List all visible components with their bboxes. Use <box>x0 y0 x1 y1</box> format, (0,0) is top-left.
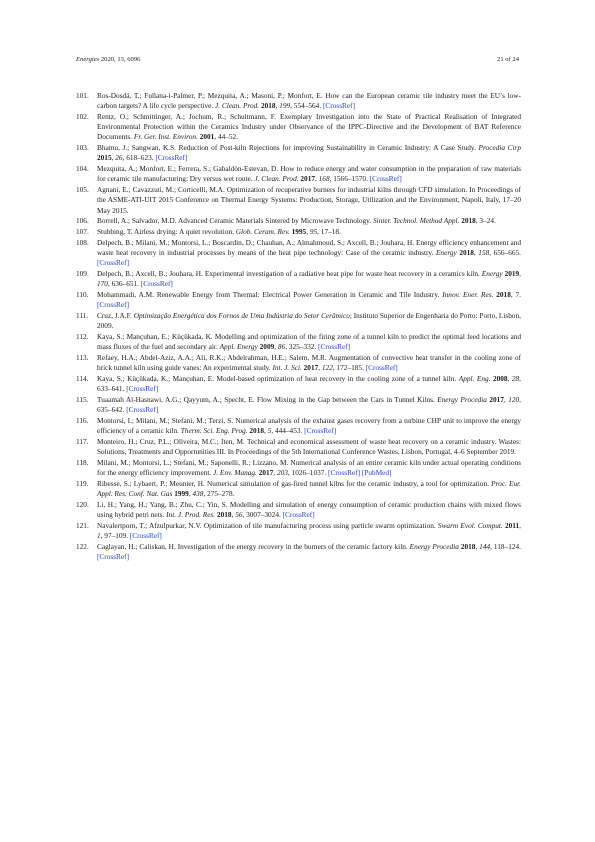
reference-text: , <box>475 542 480 552</box>
reference-number: 121. <box>76 521 89 531</box>
reference-item <box>76 311 521 331</box>
reference-text: , 325–332. <box>285 342 319 352</box>
reference-number: 112. <box>76 332 89 342</box>
reference-number: 119. <box>76 479 89 489</box>
reference-item <box>76 91 521 111</box>
reference-text: , <box>473 248 479 258</box>
running-head <box>76 56 140 63</box>
reference-italic: 168 <box>318 174 330 184</box>
reference-item <box>76 290 521 310</box>
crossref-link[interactable]: [CrossRef] <box>318 342 351 352</box>
reference-year: 2017 <box>303 363 319 373</box>
reference-italic: Fr. Ger. Inst. Environ. <box>133 132 198 142</box>
crossref-link[interactable]: [CrossRef] <box>97 258 130 268</box>
reference-number: 120. <box>76 500 89 510</box>
reference-italic: Int. J. Sci. <box>272 363 302 373</box>
reference-text: , 636–651. <box>107 279 141 289</box>
reference-item <box>76 164 521 184</box>
reference-number: 106. <box>76 216 89 226</box>
reference-text: , 633–641. <box>97 374 521 394</box>
reference-text: , 97–109. <box>100 531 130 541</box>
reference-italic: 158 <box>478 248 490 258</box>
reference-text: , 7. <box>510 290 521 300</box>
reference-item <box>76 542 521 562</box>
journal-name: Energies <box>76 56 100 63</box>
reference-text: , 1566–1570. <box>329 174 370 184</box>
reference-italic: Energy <box>435 248 457 258</box>
crossref-link[interactable]: [CrossRef] <box>365 363 398 373</box>
reference-number: 107. <box>76 227 89 237</box>
reference-year: 1999 <box>174 489 189 499</box>
reference-text: Cruz, J.A.F. <box>97 311 134 321</box>
crossref-link[interactable]: [CrossRef] <box>328 468 361 478</box>
reference-italic: Proc. Eur. Appl. Res. Conf. Nat. Gas <box>97 479 521 499</box>
reference-italic: 203 <box>276 468 288 478</box>
reference-text: , <box>231 510 236 520</box>
reference-year: 2019 <box>504 269 520 279</box>
reference-item <box>76 374 521 394</box>
reference-italic: Glob. Ceram. Rev. <box>235 227 290 237</box>
reference-italic: Appl. Energy <box>219 342 258 352</box>
reference-text: Delpech, B.; Milani, M.; Montorsi, L.; Boscardin, D.; Chauhan, A.; Almahmoud, S.; Axcell, B.; Jouhara, H. Energy efficiency enhancement and waste heat recovery in industrial processes by means of the heat pipe technology: Case of the ceramic industry. <box>97 238 521 258</box>
reference-text: Delpech, B.; Axcell, B.; Jouhara, H. Experimental investigation of a radiative heat pipe for waste heat recovery in a ceramics kiln. <box>97 269 482 279</box>
reference-number: 111. <box>76 311 89 321</box>
reference-item <box>76 353 521 373</box>
reference-text: Mohammadi, A.M. Renewable Energy from Thermal: Electrical Power Generation in Ceramic and Tile Industry. <box>97 290 443 300</box>
reference-number: 113. <box>76 353 89 363</box>
reference-number: 122. <box>76 542 89 552</box>
reference-italic: Energy <box>481 269 503 279</box>
crossref-link[interactable]: [CrossRef] <box>97 552 130 562</box>
reference-text: Milani, M.; Montorsi, L.; Stefani, M.; Saponelli, R.; Lizzano, M. Numerical analysis of an entire ceramic kiln under actual operating conditions for the energy efficiency improvement. <box>97 458 521 478</box>
reference-text: Kaya, S.; Küçükada, K.; Mançuhan, E. Model-based optimization of heat recovery in the cooling zone of a tunnel kiln. <box>97 374 459 384</box>
reference-italic: Innov. Ener. Res. <box>442 290 494 300</box>
reference-text: , 44–52. <box>214 132 239 142</box>
reference-item <box>76 332 521 352</box>
reference-year: 2017 <box>258 468 274 478</box>
reference-text: Ribesse, S.; Lybaert, P.; Meunier, H. Numerical simulation of gas-fired tunnel kilns for the ceramic industry, a tool for optimization. <box>97 479 492 489</box>
crossref-link[interactable]: [CrossRef] <box>155 153 188 163</box>
crossref-link[interactable]: [CrossRef] <box>126 384 159 394</box>
reference-italic: 5 <box>267 426 272 436</box>
reference-year: 2018 <box>249 426 264 436</box>
reference-item <box>76 395 521 415</box>
reference-item <box>76 143 521 163</box>
reference-italic: Sinter. Technol. Method Appl. <box>373 216 460 226</box>
reference-year: 2017 <box>489 395 504 405</box>
reference-text: , 118–124. <box>490 542 521 552</box>
reference-text: , <box>274 342 278 352</box>
reference-text: Bhamu, J.; Sangwan, K.S. Reduction of Post-kiln Rejections for improving Sustainability in Ceramic Industry: A Case Study. <box>97 143 479 153</box>
crossref-link[interactable]: [CrossRef] <box>369 174 402 184</box>
reference-year: 2008 <box>492 374 508 384</box>
reference-year: 2018 <box>460 542 476 552</box>
reference-text: , <box>519 521 521 531</box>
journal-citation: 2020, 13, 6096 <box>100 56 141 63</box>
reference-text: , <box>264 426 268 436</box>
reference-text: , 172–185. <box>332 363 366 373</box>
reference-text: , 3–24. <box>475 216 496 226</box>
reference-italic: 144 <box>479 542 491 552</box>
reference-year: 2001 <box>199 132 215 142</box>
reference-text: , <box>314 174 319 184</box>
reference-year: 2009 <box>259 342 275 352</box>
reference-number: 108. <box>76 238 89 247</box>
reference-number: 102. <box>76 112 89 121</box>
reference-item <box>76 416 521 436</box>
crossref-link[interactable]: [CrossRef] <box>129 531 162 541</box>
reference-italic: 122 <box>321 363 333 373</box>
crossref-link[interactable]: [CrossRef] <box>97 300 130 310</box>
reference-text: Kaya, S.; Mançuhan, E.; Küçükada, K. Modelling and optimization of the firing zone of a tunnel kiln to predict the optimal feed locations and mass fluxes of the fuel and secondary air. <box>97 332 521 352</box>
reference-text: , <box>519 269 521 279</box>
reference-text: , 17–18. <box>317 227 341 237</box>
pubmed-link[interactable]: [PubMed] <box>361 468 392 478</box>
reference-year: 1995 <box>291 227 307 237</box>
reference-text: Monteiro, H.; Cruz, P.L.; Oliveira, M.C.; Iten, M. Technical and economical assessment of waste heat recovery on a ceramic industry. Wastes: Solutions, Treatments and Opportunities III. In Proceedings of the 5th International Conference Wastes, Lisbon, Portugal, 4–6 September 2019. <box>97 437 521 457</box>
reference-text: Mezquita, A.; Monfort, E.; Ferrera, S.; Gabaldón-Estevan, D. How to reduce energy and water consumption in the preparation of raw materials for ceramic tile manufacturing: Dry versus wet route. <box>97 164 521 184</box>
reference-number: 105. <box>76 185 89 195</box>
reference-italic: Optimização Energética dos Fornos de Uma Indústria do Setor Cerâmico <box>133 311 350 321</box>
reference-item <box>76 500 521 520</box>
reference-text: , 554–564. <box>290 101 323 111</box>
reference-item <box>76 112 521 143</box>
reference-text: , <box>188 489 193 499</box>
reference-number: 110. <box>76 290 89 300</box>
reference-italic: Energy Procedia <box>409 542 459 552</box>
reference-year: 2018 <box>461 216 476 226</box>
reference-year: 2018 <box>260 101 276 111</box>
reference-text: , <box>503 395 509 405</box>
reference-number: 115. <box>76 395 89 405</box>
reference-item <box>76 216 521 226</box>
reference-number: 117. <box>76 437 89 447</box>
reference-text: Caglayan, H.; Caliskan, H. Investigation of the energy recovery in the burners of the ceramic factory kiln. <box>97 542 410 552</box>
reference-text: Ros-Dosdá, T.; Fullana-i-Palmer, P.; Mezquita, A.; Masoni, P.; Monfort, E. How can the European ceramic tile industry meet the EU’s low-carbon targets? A life cycle perspective. <box>97 91 521 111</box>
reference-item <box>76 227 521 237</box>
reference-italic: Appl. Eng. <box>458 374 491 384</box>
reference-year: 2011 <box>504 521 520 531</box>
reference-italic: 56 <box>235 510 243 520</box>
reference-item <box>76 458 521 478</box>
reference-item <box>76 185 521 216</box>
reference-year: 2015 <box>97 153 112 163</box>
reference-text: Navalertporn, T.; Afzulpurkar, N.V. Optimization of tile manufacturing process using particle swarm optimization. <box>97 521 438 531</box>
reference-text: , <box>306 227 310 237</box>
reference-number: 103. <box>76 143 89 153</box>
reference-text: , 444–453. <box>271 426 305 436</box>
reference-text: , <box>507 374 512 384</box>
reference-italic: Therm. Sci. Eng. Prog. <box>180 426 248 436</box>
reference-text: , <box>273 468 277 478</box>
reference-text: Stubbing, T. Airless drying: A quiet revolution. <box>97 227 236 237</box>
reference-text: Li, H.; Yang, H.; Yang, B.; Zhu, C.; Yin, S. Modelling and simulation of energy consumption of ceramic production chains with mixed flows using hybrid petri nets. <box>97 500 521 520</box>
crossref-link[interactable]: [CrossRef] <box>304 426 337 436</box>
reference-item <box>76 437 521 457</box>
reference-item <box>76 238 521 269</box>
reference-italic: J. Env. Manag. <box>213 468 257 478</box>
page-header <box>76 56 519 63</box>
reference-text: Agnani, E.; Cavazzuti, M.; Corticelli, M.A. Optimization of recuperative burners for industrial kilns through CFD simulation. In Proceedings of the ASME-ATI-UIT 2015 Conference on Thermal Energy Systems: Production, Storage, Utilization and the Environment, Napoli, Italy, 17–20 May 2015. <box>97 185 521 215</box>
reference-text: Rentz, O.; Schmittinger, A.; Jochum, R.; Schultmann, F. Exemplary Investigation into the State of Practical Realisation of Integrated Environmental Protection within the Ceramics Industry under Observance of the IPPC-Directive and the Development of BAT Reference Documents. <box>97 112 521 142</box>
reference-italic: 86 <box>277 342 286 352</box>
reference-number: 109. <box>76 269 89 279</box>
reference-italic: Procedia Cirp <box>478 143 521 153</box>
reference-italic: 120 <box>508 395 520 405</box>
reference-year: 2018 <box>496 290 511 300</box>
reference-italic: 95 <box>309 227 318 237</box>
reference-number: 116. <box>76 416 89 426</box>
reference-italic: Swarm Evol. Comput. <box>437 521 503 531</box>
reference-italic: J. Clean. Prod. <box>214 101 260 111</box>
reference-italic: 1 <box>97 531 101 541</box>
reference-text: , <box>275 101 280 111</box>
reference-text: Montorsi, I.; Milani, M.; Stefani, M.; Terzi, S. Numerical analysis of the exhaust gases recovery from a turbine CHP unit to improve the energy efficiency of a ceramic kiln. <box>97 416 521 436</box>
reference-text: , 635–642. <box>97 395 521 415</box>
crossref-link[interactable]: [CrossRef] <box>282 510 315 520</box>
reference-year: 2018 <box>216 510 232 520</box>
reference-italic: 170 <box>97 279 108 289</box>
reference-italic: 28 <box>511 374 520 384</box>
reference-italic: 438 <box>192 489 204 499</box>
reference-italic: 199 <box>279 101 291 111</box>
reference-text: , 275–278. <box>203 489 235 499</box>
reference-text: , <box>111 153 116 163</box>
reference-text: , <box>318 363 322 373</box>
reference-text: , 618–623. <box>122 153 156 163</box>
reference-text: Refaey, H.A.; Abdel-Aziz, A.A.; Ali, R.K.; Abdelrahman, H.E.; Salem, M.R. Augmentation of convective heat transfer in the cooling zone of brick tunnel kiln using guide vanes: An experimental study. <box>97 353 521 373</box>
reference-number: 101. <box>76 91 89 100</box>
reference-number: 118. <box>76 458 89 468</box>
reference-item <box>76 479 521 499</box>
reference-text: ; Instituto Superior de Engenharia do Porto: Porto, Lisbon, 2009. <box>97 311 521 331</box>
reference-italic: Energy Procedia <box>437 395 487 405</box>
reference-text: , 3007–3024. <box>242 510 283 520</box>
reference-number: 104. <box>76 164 89 174</box>
reference-list <box>76 91 521 563</box>
reference-year: 2018 <box>459 248 474 258</box>
crossref-link[interactable]: [CrossRef] <box>322 101 356 111</box>
reference-item <box>76 521 521 541</box>
reference-text: , 1026–1037. <box>287 468 329 478</box>
reference-italic: Int. J. Prod. Res. <box>166 510 216 520</box>
reference-italic: J. Clean. Prod. <box>254 174 299 184</box>
reference-item <box>76 269 521 289</box>
reference-year: 2017 <box>300 174 315 184</box>
crossref-link[interactable]: [CrossRef] <box>126 405 159 415</box>
reference-number: 114. <box>76 374 89 384</box>
page-number: 21 of 24 <box>497 56 519 63</box>
crossref-link[interactable]: [CrossRef] <box>140 279 173 289</box>
reference-text: Borrell, A.; Salvador, M.D. Advanced Ceramic Materials Sintered by Microwave Technology. <box>97 216 374 226</box>
reference-text: Tuaamah Al-Hasnawi, A.G.; Qayyum, A.; Specht, E. Flow Mixing in the Gap between the Cars in Tunnel Kilns. <box>97 395 438 405</box>
reference-italic: 26 <box>115 153 123 163</box>
reference-text: , 656–665. <box>489 248 521 258</box>
